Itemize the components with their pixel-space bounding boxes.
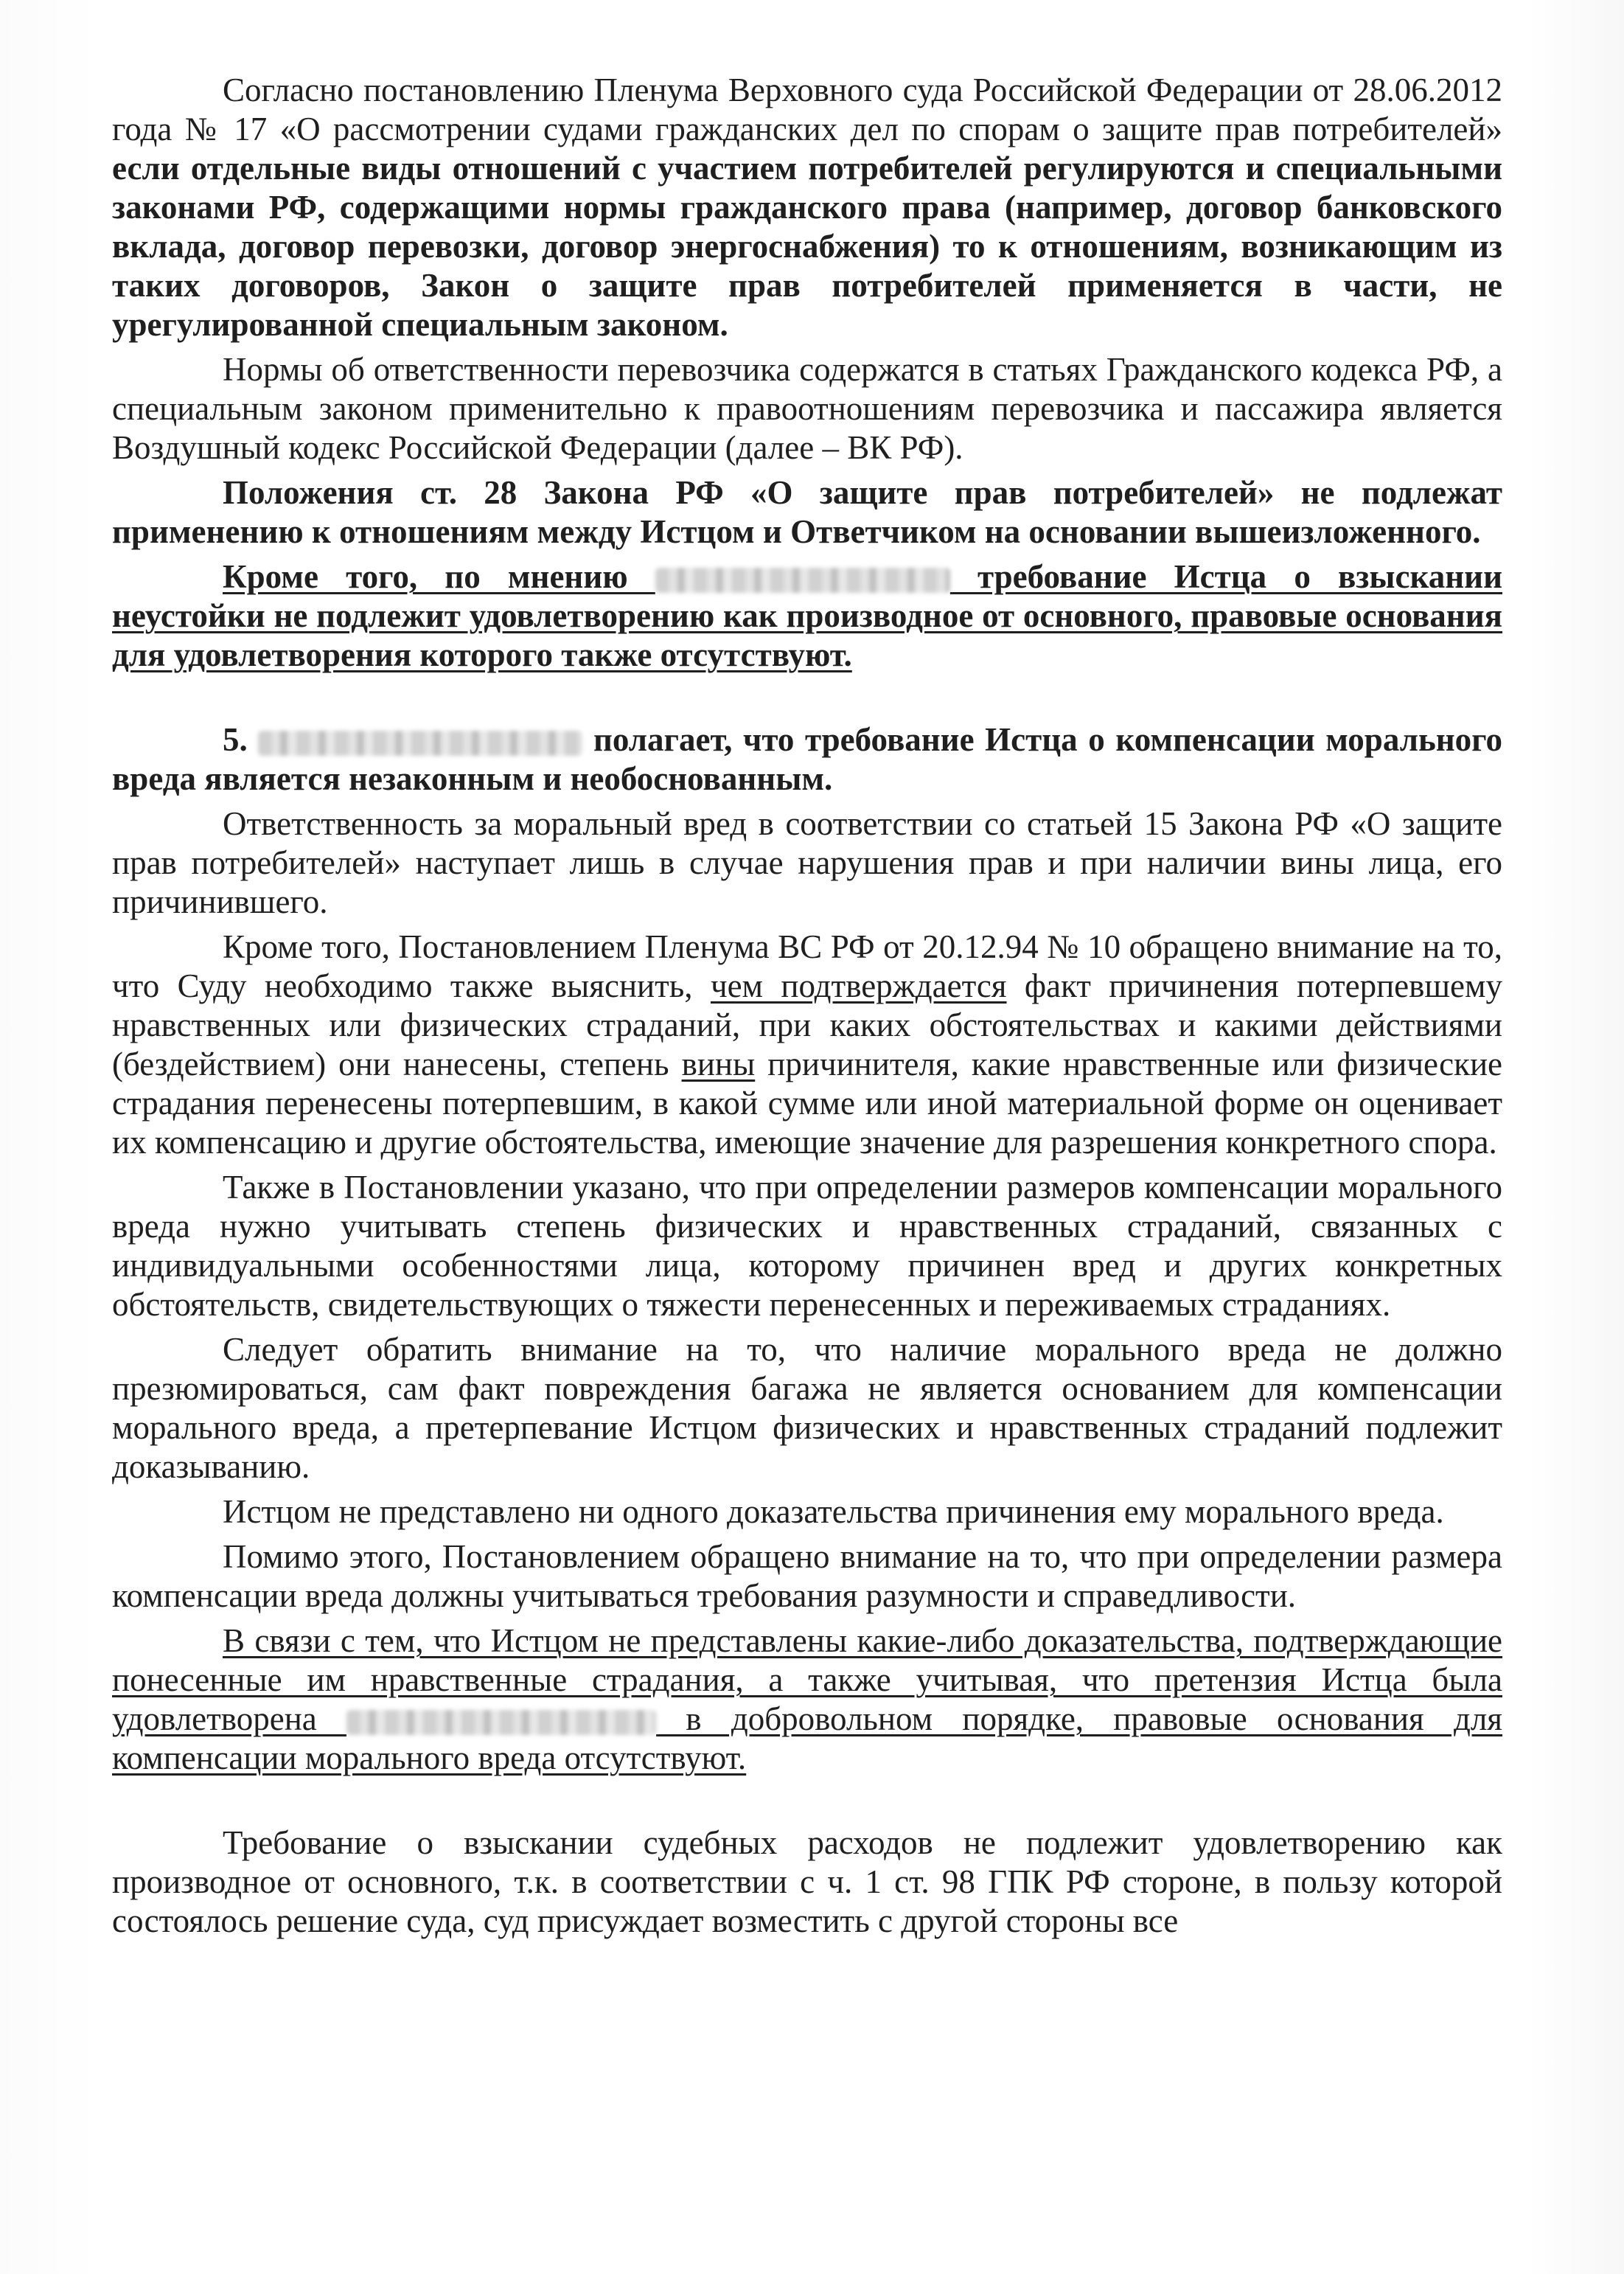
spacer (112, 1784, 1502, 1823)
paragraph-point-5 (112, 720, 1502, 799)
paragraph-plenum-1994 (112, 928, 1502, 1162)
paragraph-text: факт причинения потерпевшему нравственных или физических страданий, при каких обстоятельствах и какими действиями (бездействием) они нанесены, степень (112, 967, 1502, 1082)
paragraph-compensation-size: Также в Постановлении указано, что при определении размеров компенсации морального вреда нужно учитывать степень физических и нравственных страданий, связанных с индивидуальными особенностями лица, которому причинен вред и других конкретных обстоятельств, свидетельствующих о тяжести перенесенных и переживаемых страданиях. (112, 1169, 1502, 1323)
paragraph-text: Кроме того, Постановлением Пленума ВС РФ от 20.12.94 № 10 обращено внимание на то, что Суду необходимо также выяснить, (112, 928, 1502, 1004)
redacted-name (258, 731, 582, 756)
document-body (112, 71, 1502, 1947)
paragraph-court-costs: Требование о взыскании судебных расходов не подлежит удовлетворению как производное от основного, т.к. в соответствии с ч. 1 ст. 98 ГПК РФ стороне, в пользу которой состоялось решение суда, суд присуждает возместить с другой стороны все (112, 1824, 1502, 1939)
paragraph-reasonableness: Помимо этого, Постановлением обращено внимание на то, что при определении размера компенсации вреда должны учитываться требования разумности и справедливости. (112, 1538, 1502, 1614)
paragraph-carrier-liability: Нормы об ответственности перевозчика содержатся в статьях Гражданского кодекса РФ, а специальным законом применительно к правоотношениям перевозчика и пассажира является Воздушный кодекс Российской Федерации (далее – ВК РФ). (112, 351, 1502, 466)
bold-text: если отдельные виды отношений с участием потребителей регулируются и специальными законами РФ, содержащими нормы гражданского права (например, договор банковского вклада, договор перевозки, договор энергоснабжения) то к отношениям, возникающим из таких договоров, Закон о защите прав потребителей применяется в части, не урегулированной специальным законом. (112, 150, 1502, 343)
paragraph-text: полагает, что требование Истца о компенсации морального вреда является незаконным и необоснованным. (112, 721, 1502, 797)
point-number: 5. (223, 721, 259, 758)
paragraph-presumption: Следует обратить внимание на то, что наличие морального вреда не должно презюмироваться, сам факт повреждения багажа не является основанием для компенсации морального вреда, а претерпевание Истцом физических и нравственных страданий подлежит доказыванию. (112, 1331, 1502, 1485)
paragraph-text: Кроме того, по мнению (223, 558, 655, 595)
paragraph-moral-damage-liability: Ответственность за моральный вред в соответствии со статьей 15 Закона РФ «О защите прав потребителей» наступает лишь в случае нарушения прав и при наличии вины лица, его причинившего. (112, 805, 1502, 920)
underlined-text: вины (681, 1046, 756, 1082)
redacted-name (655, 568, 950, 593)
redacted-name (346, 1710, 656, 1735)
paragraph-no-evidence: Истцом не представлено ни одного доказательства причинения ему морального вреда. (223, 1493, 1444, 1530)
paragraph-text: требование Истца о взыскании неустойки не подлежит удовлетворению как производное от основного, правовые основания для удовлетворения которого также отсутствуют. (112, 558, 1502, 673)
paragraph-text: Согласно постановлению Пленума Верховного суда Российской Федерации от 28.06.2012 года № 17 «О рассмотрении судами гражданских дел по спорам о защите прав потребителей» (112, 72, 1502, 147)
paragraph-penalty (112, 557, 1502, 675)
paragraph-text: в добровольном порядке, правовые основания для компенсации морального вреда отсутствуют. (112, 1700, 1502, 1776)
paragraph-conclusion (112, 1621, 1502, 1778)
paragraph-article-28: Положения ст. 28 Закона РФ «О защите прав потребителей» не подлежат применению к отношениям между Истцом и Ответчиком на основании вышеизложенного. (112, 474, 1502, 550)
underlined-text: чем подтверждается (710, 967, 1007, 1004)
paragraph-text: причинителя, какие нравственные или физические страдания перенесены потерпевшим, в какой сумме или иной материальной форме он оценивает их компенсацию и другие обстоятельства, имеющие значение для разрешения конкретного спора. (112, 1046, 1503, 1161)
spacer (112, 681, 1502, 720)
paragraph-plenum-resolution (112, 71, 1502, 344)
paragraph-text: В связи с тем, что Истцом не представлены какие-либо доказательства, подтверждающие понесенные им нравственные страдания, а также учитывая, что претензия Истца была удовлетворена (112, 1622, 1502, 1737)
